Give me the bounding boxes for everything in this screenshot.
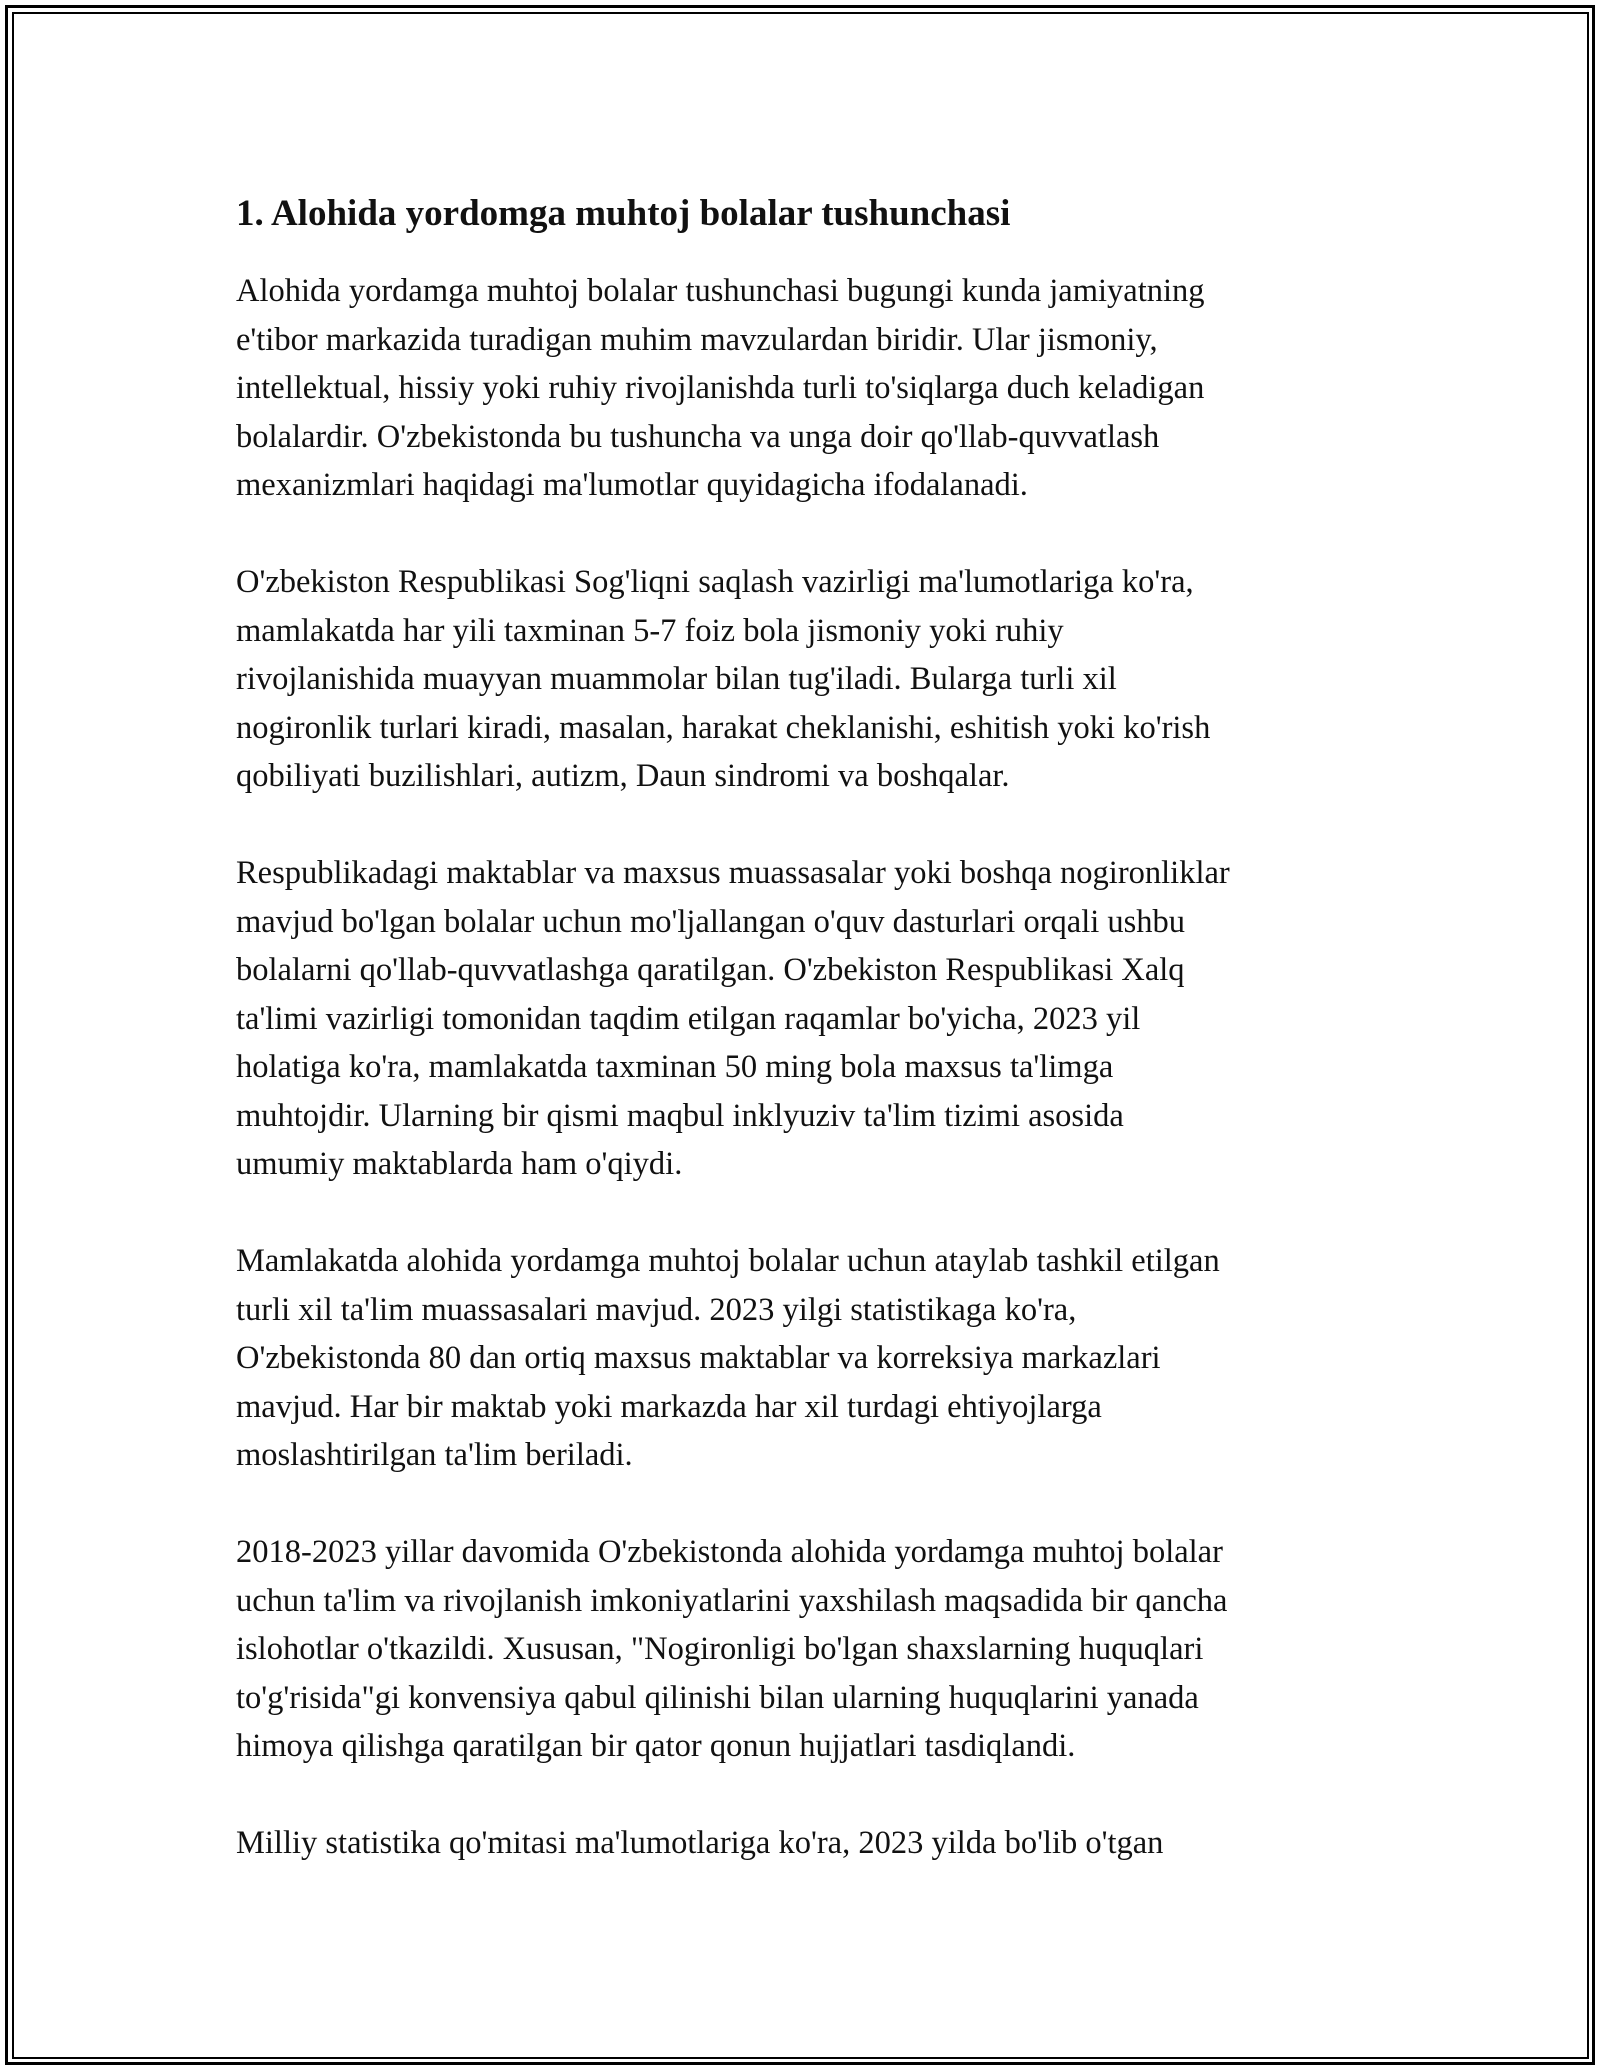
paragraph-5 [236, 1528, 1376, 1771]
text-line: turli xil ta'lim muassasalari mavjud. 2023 yilgi statistikaga ko'ra, [236, 1291, 1077, 1328]
text-line: moslashtirilgan ta'lim beriladi. [236, 1437, 633, 1473]
text-line: 2018-2023 yillar davomida O'zbekistonda alohida yordamga muhtoj bolalar [236, 1534, 1223, 1570]
document-body [236, 188, 1376, 1916]
paragraph-3 [236, 849, 1376, 1189]
text-line: ta'limi vazirligi tomonidan taqdim etilgan raqamlar bo'yicha, 2023 yil [236, 1000, 1141, 1037]
text-line: bolalardir. O'zbekistonda bu tushuncha va unga doir qo'llab-quvvatlash [236, 418, 1160, 455]
text-line: mavjud bo'lgan bolalar uchun mo'ljallangan o'quv dasturlari orqali ushbu [236, 903, 1186, 940]
text-line: Milliy statistika qo'mitasi ma'lumotlariga ko'ra, 2023 yilda bo'lib o'tgan [236, 1825, 1164, 1861]
text-line: himoya qilishga qaratilgan bir qator qonun hujjatlari tasdiqlandi. [236, 1728, 1076, 1764]
paragraph-1 [236, 267, 1376, 510]
text-line: muhtojdir. Ularning bir qismi maqbul inklyuziv ta'lim tizimi asosida [236, 1097, 1124, 1134]
text-line: umumiy maktablarda ham o'qiydi. [236, 1146, 683, 1182]
text-line: e'tibor markazida turadigan muhim mavzulardan biridir. Ular jismoniy, [236, 321, 1158, 358]
text-line: holatiga ko'ra, mamlakatda taxminan 50 ming bola maxsus ta'limga [236, 1049, 1114, 1085]
paragraph-4 [236, 1237, 1376, 1480]
text-line: Alohida yordamga muhtoj bolalar tushunchasi bugungi kunda jamiyatning [236, 273, 1205, 309]
paragraph-6 [236, 1819, 1376, 1868]
text-line: rivojlanishida muayyan muammolar bilan tug'iladi. Bularga turli xil [236, 661, 1117, 697]
text-line: bolalarni qo'llab-quvvatlashga qaratilgan. O'zbekiston Respublikasi Xalq [236, 952, 1185, 988]
text-line: mexanizmlari haqidagi ma'lumotlar quyidagicha ifodalanadi. [236, 467, 1028, 503]
section-heading: 1. Alohida yordomga muhtoj bolalar tushunchasi [236, 193, 1011, 234]
text-line: uchun ta'lim va rivojlanish imkoniyatlarini yaxshilash maqsadida bir qancha [236, 1582, 1228, 1619]
text-line: O'zbekistonda 80 dan ortiq maxsus maktablar va korreksiya markazlari [236, 1340, 1161, 1376]
text-line: Mamlakatda alohida yordamga muhtoj bolalar uchun ataylab tashkil etilgan [236, 1243, 1220, 1279]
text-line: O'zbekiston Respublikasi Sog'liqni saqlash vazirligi ma'lumotlariga ko'ra, [236, 564, 1194, 600]
text-line: Respublikadagi maktablar va maxsus muassasalar yoki boshqa nogironliklar [236, 855, 1230, 891]
text-line: mamlakatda har yili taxminan 5-7 foiz bola jismoniy yoki ruhiy [236, 612, 1064, 649]
text-line: intellektual, hissiy yoki ruhiy rivojlanishda turli to'siqlarga duch keladigan [236, 370, 1205, 406]
text-line: to'g'risida"gi konvensiya qabul qilinishi bilan ularning huquqlarini yanada [236, 1679, 1199, 1716]
text-line: qobiliyati buzilishlari, autizm, Daun sindromi va boshqalar. [236, 758, 1010, 794]
text-line: islohotlar o'tkazildi. Xususan, "Nogironligi bo'lgan shaxslarning huquqlari [236, 1631, 1204, 1667]
text-line: nogironlik turlari kiradi, masalan, harakat cheklanishi, eshitish yoki ko'rish [236, 709, 1211, 746]
text-line: mavjud. Har bir maktab yoki markazda har xil turdagi ehtiyojlarga [236, 1388, 1102, 1425]
paragraph-2 [236, 558, 1376, 801]
